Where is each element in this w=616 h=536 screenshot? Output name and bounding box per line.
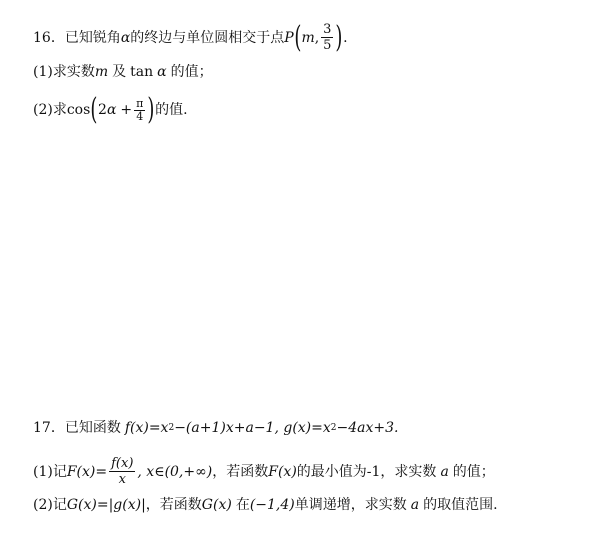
q17-part2: (2) 记 G(x)=|g(x)| ，若函数 G(x) 在 (−1,4) 单调递增，求实数 a 的取值范围. [33,497,498,513]
fraction-fx-over-x: $\frac{f(x)}{x}$ [111,456,134,487]
q17-stem: 17． 已知函数 f(x)=x 2 −(a+1)x+a−1, g(x)=x 2 −4ax+3. [33,420,399,436]
fraction-pi-4: $\frac{\pi}{4}$ [136,96,144,123]
q17-part1: (1) 记 F(x)= $\frac{f(x)}{x}$ , x∈(0,+∞) ，若函数 F(x) 的最小值为-1，求实数 a 的值； [33,456,495,487]
q17-number: 17． [33,420,65,436]
fraction-3-5: $\frac{3}{5}$ [323,22,332,53]
point-label: P [284,29,294,46]
q16-stem: 16． 已知锐角 α 的终边与单位圆相交于点 P ( m , $\frac{3}{5}$ ) . [33,19,348,55]
q16-number: 16． [33,29,65,46]
q16-part2: (2) 求 cos ( 2 α + $\frac{\pi}{4}$ ) 的值. [33,92,188,127]
q16-part1: (1) 求实数 m 及 tan α 的值； [33,64,213,80]
